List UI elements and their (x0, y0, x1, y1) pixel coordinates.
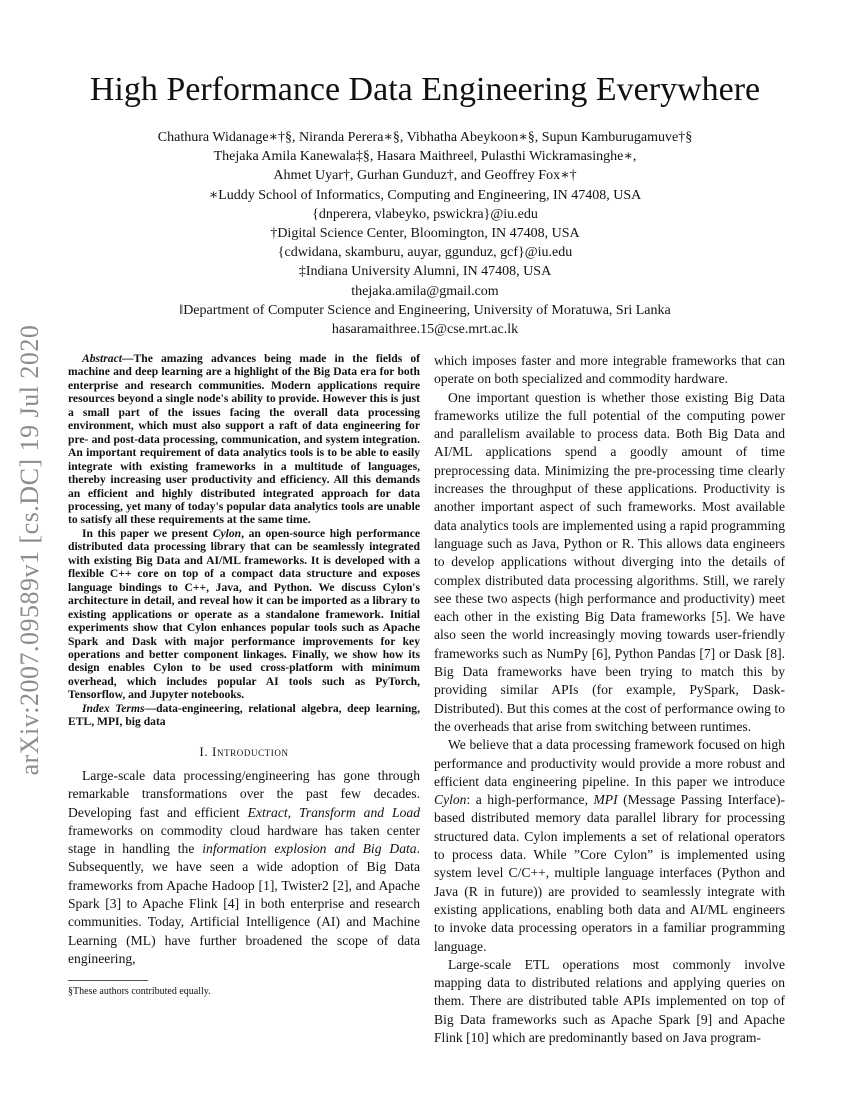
email: {dnperera, vlabeyko, pswickra}@iu.edu (312, 206, 538, 222)
body-paragraph: One important question is whether those existing Big Data frameworks utilize the full potential of the computing power and parallelism available to process data. Both Big Data and AI/ML applications spend a goodly amount of time preprocessing data. Minimizing the pre-processing time clearly increases the throughput of these applications. Productivity is another important aspect of such frameworks. Most available data analytics tools are implemented using a rapid programming language such as Java, Python or R. This allows data engineers to develop applications without diverging into the details of complex distributed data processing algorithms. Still, we rarely see these two aspects (high performance and productivity) meet each other in the existing Big Data frameworks [5]. We have also seen the world increasingly moving towards user-friendly frameworks such as NumPy [6], Python Pandas [7] or Dask [8]. Big Data frameworks have been trying to match this by providing similar APIs (for example, PySpark, Dask-Distributed). But this comes at the cost of performance owing to the overheads that arise from switching between runtimes. (434, 389, 785, 734)
author-line: Ahmet Uyar†, Gurhan Gunduz†, and Geoffrey Fox∗† (273, 168, 577, 184)
arxiv-id-text: arXiv:2007.09589v1 [cs.DC] 19 Jul 2020 (15, 324, 44, 776)
abstract-paragraph: Abstract—The amazing advances being made in the fields of machine and deep learning are a highlight of the Big Data era for both enterprise and research communities. Modern applications require resources beyond a single node's ability to provide. However this is just a small part of the issues facing the overall data processing environment, which must also support a raft of data engineering for pre- and post-data processing, communication, and system integration. An important requirement of data analytics tools is to be able to easily integrate with existing frameworks in a multitude of languages, thereby increasing user productivity and efficiency. All this demands an efficient and highly distributed integrated approach for data processing, yet many of today's popular data analytics tools are unable to satisfy all these requirements at the same time. (68, 352, 420, 527)
author-line: Thejaka Amila Kanewala‡§, Hasara Maithree‖, Pulasthi Wickramasinghe∗, (213, 149, 637, 165)
abstract (68, 352, 420, 729)
email: hasaramaithree.15@cse.mrt.ac.lk (331, 322, 519, 338)
author-line: Chathura Widanage∗†§, Niranda Perera∗§, Vibhatha Abeykoon∗§, Supun Kamburugamuve†§ (157, 130, 693, 145)
arxiv-identifier (8, 290, 52, 810)
affiliation: ∗Luddy School of Informatics, Computing and Engineering, IN 47408, USA (208, 187, 642, 203)
affiliation: ‖Department of Computer Science and Engineering, University of Moratuwa, Sri Lanka (179, 302, 671, 318)
abstract-paragraph: In this paper we present Cylon, an open-source high performance distributed data processing library that can be seamlessly integrated with existing Big Data and AI/ML frameworks. It is developed with a flexible C++ core on top of a compact data structure and exposes language bindings to C++, Java, and Python. We discuss Cylon's architecture in detail, and reveal how it can be imported as a library to existing applications or operate as a standalone framework. Initial experiments show that Cylon enhances popular tools such as Apache Spark and Dask with major performance improvements for key operations and better component linkages. Finally, we show how its design enables Cylon to be used cross-platform with minimum overhead, which includes popular AI tools such as PyTorch, Tensorflow, and Jupyter notebooks. (68, 526, 420, 702)
affiliation: †Digital Science Center, Bloomington, IN 47408, USA (270, 226, 580, 242)
paper-title: High Performance Data Engineering Everywhere (89, 71, 761, 108)
index-terms-label: Index Terms— (82, 701, 157, 715)
email: {cdwidana, skamburu, auyar, ggunduz, gcf}@iu.edu (277, 245, 573, 261)
body-paragraph: Large-scale data processing/engineering has gone through remarkable transformations over the past few decades. Developing fast and efficient Extract, Transform and Load frameworks on commodity cloud hardware has taken center stage in handling the information explosion and Big Data. Subsequently, we have seen a wide adoption of Big Data frameworks from Apache Hadoop [1], Twister2 [2], and Apache Spark [3] to Apache Flink [4] in both enterprise and research communities. Today, Artificial Intelligence (AI) and Machine Learning (ML) have further broadened the scope of data engineering, (68, 767, 420, 966)
body-paragraph: We believe that a data processing framework focused on high performance and productivity would provide a more robust and efficient data engineering pipeline. In this paper we introduce Cylon: a high-performance, MPI (Message Passing Interface)-based distributed memory data parallel library for processing structured data. Cylon implements a set of relational operators to process data. While ”Core Cylon” is implemented using system level C/C++, multiple language interfaces (Python and Java (R in future)) are provided to seamlessly integrate with existing applications, enabling both data and AI/ML engineers to invoke data processing operators in a familiar programming language. (434, 737, 785, 954)
index-terms: Index Terms—data-engineering, relational algebra, deep learning, ETL, MPI, big data (68, 701, 420, 729)
cylon-name: Cylon (434, 792, 467, 808)
body-paragraph: Large-scale ETL operations most commonly involve mapping data to distributed relations and applying queries on them. There are distributed table APIs implemented on top of Big Data frameworks such as Apache Spark [9] and Apache Flink [10] which are predominantly based on Java program- (434, 956, 785, 1045)
affiliation: ‡Indiana University Alumni, IN 47408, USA (298, 264, 552, 280)
email: thejaka.amila@gmail.com (351, 283, 499, 299)
right-column (434, 352, 785, 1047)
cylon-name: Cylon (212, 526, 242, 540)
abstract-label: Abstract— (82, 352, 134, 365)
section-heading: I. Introduction (199, 743, 289, 759)
footnote-divider (68, 980, 148, 981)
footnote: §These authors contributed equally. (68, 986, 211, 997)
author-block (60, 128, 790, 339)
left-column (68, 352, 420, 968)
body-paragraph: which imposes faster and more integrable frameworks that can operate on both specialized and commodity hardware. (434, 353, 785, 387)
